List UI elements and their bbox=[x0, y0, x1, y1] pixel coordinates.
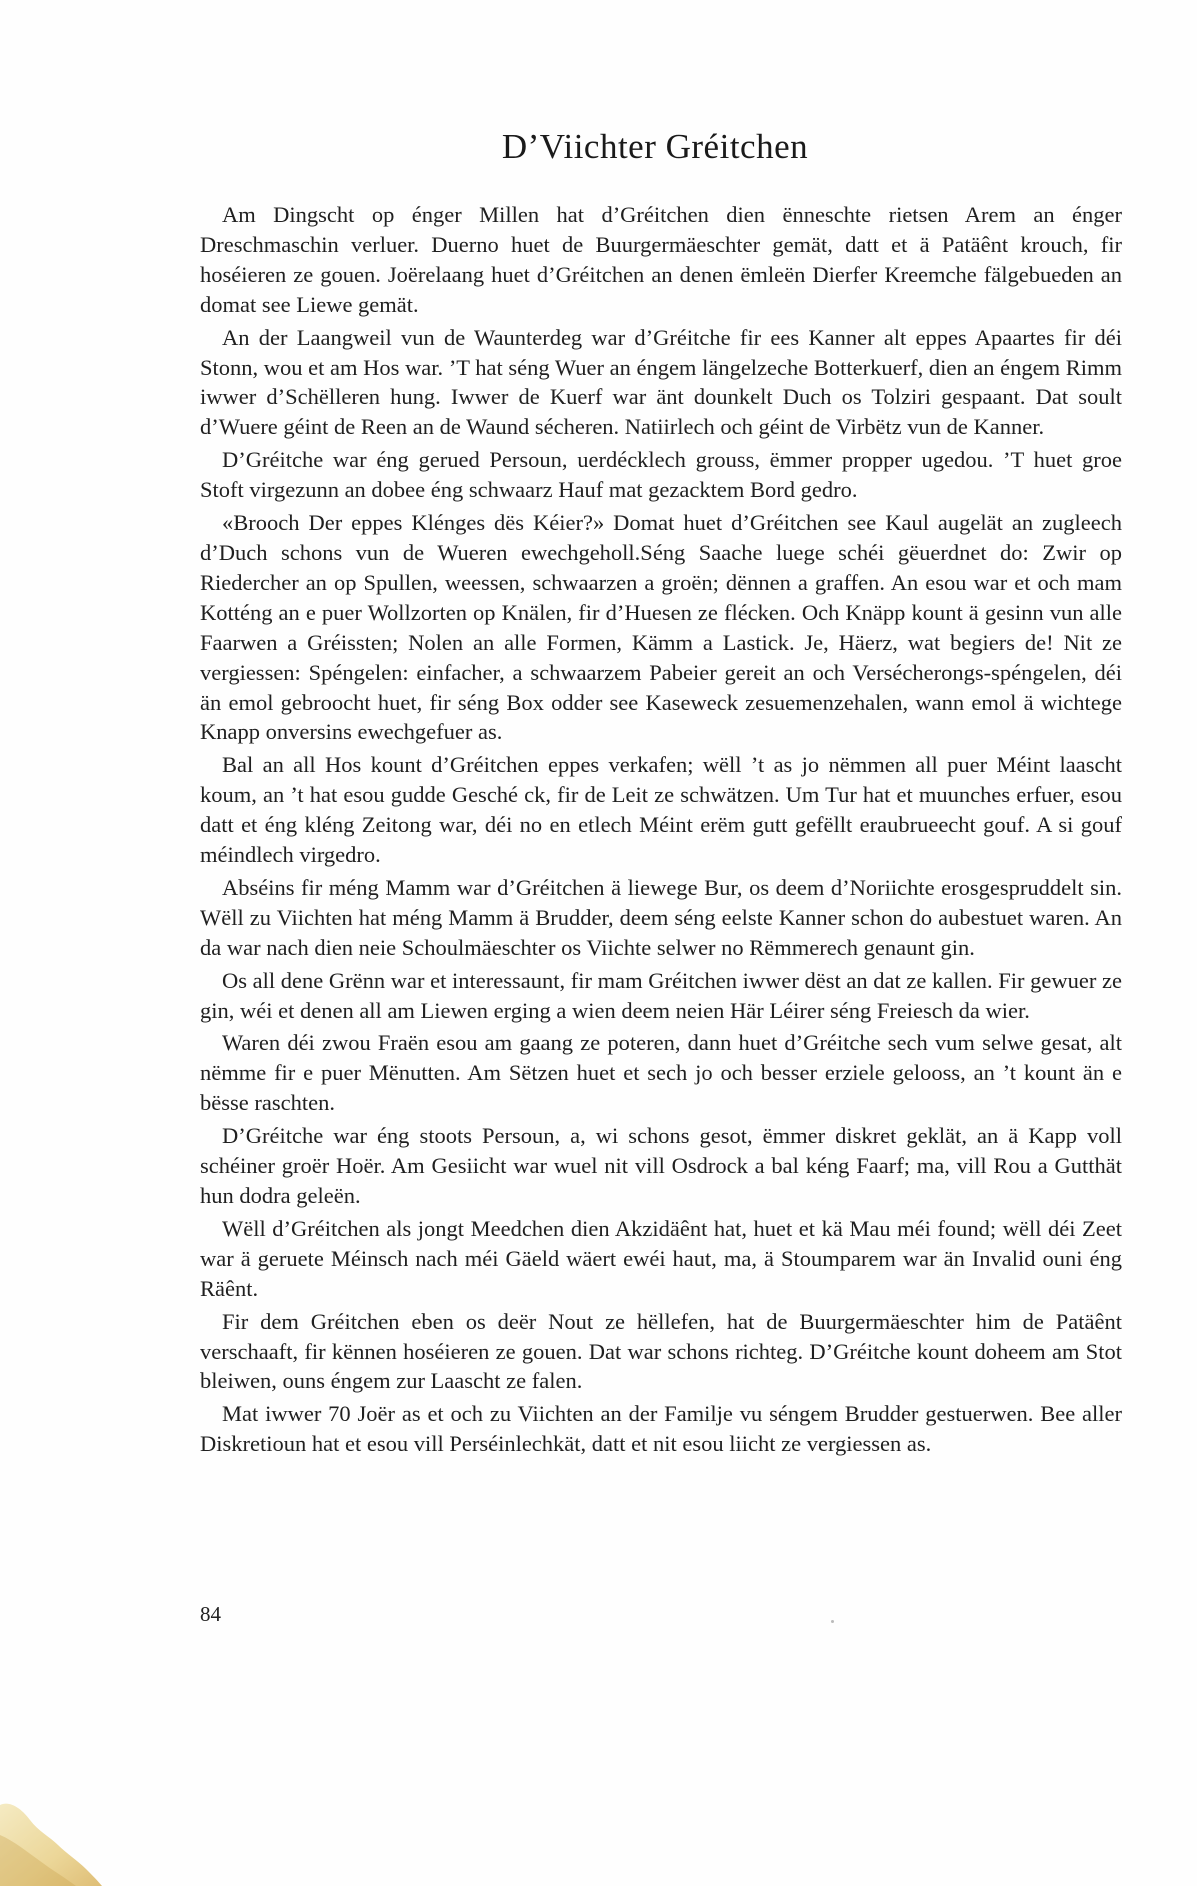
paragraph: Fir dem Gréitchen eben os deër Nout ze hëllefen, hat de Buurgermäeschter him de Patäênt verschaaft, fir kënnen hoséieren ze gouen. Dat war schons richteg. D’Gréitche kount doheem am Stot bleiwen, ouns éngem zur Laascht ze falen. bbox=[200, 1308, 1122, 1394]
paragraph: Waren déi zwou Fraën esou am gaang ze poteren, dann huet d’Gréitche sech vum selwe gesat, alt nëmme fir e puer Mënutten. Am Sëtzen huet et sech jo och besser erziele gelooss, an ’t kount än e bësse raschten. bbox=[200, 1030, 1122, 1116]
page-title: D’Viichter Gréitchen bbox=[501, 127, 809, 166]
paragraph: Am Dingscht op énger Millen hat d’Gréitchen dien ënneschte rietsen Arem an énger Dreschmaschin verluer. Duerno huet de Buurgermäeschter gemät, datt et ä Patäênt krouch, fir hoséieren ze gouen. Joërelaang huet d’Gréitchen an denen ëmleën Dierfer Kreemche fälgebueden an domat see Liewe gemät. bbox=[200, 202, 1122, 317]
paragraph: Mat iwwer 70 Joër as et och zu Viichten an der Familje vu séngem Brudder gestuerwen. Bee aller Diskretioun hat et esou vill Perséinlechkät, datt et nit esou liicht ze vergiessen as. bbox=[200, 1401, 1122, 1457]
corner-stain bbox=[0, 1765, 110, 1886]
paragraph: D’Gréitche war éng gerued Persoun, uerdécklech grouss, ëmmer propper ugedou. ’T huet groe Stoft virgezunn an dobee éng schwaarz Hauf mat gezacktem Bord gedro. bbox=[200, 447, 1122, 503]
paragraph: An der Laangweil vun de Waunterdeg war d’Gréitche fir ees Kanner alt eppes Apaartes fir déi Stonn, wou et am Hos war. ’T hat séng Wuer an éngem längelzeche Botterkuerf, dien an éngem Rimm iwwer d’Schëlleren hung. Iwwer de Kuerf war änt dounkelt Duch os Tolziri gespaant. Dat soult d’Wuere géint de Reen an de Waund sécheren. Natiirlech och géint de Virbëtz vun de Kanner. bbox=[200, 324, 1122, 440]
paragraph: «Brooch Der eppes Klénges dës Kéier?» Domat huet d’Gréitchen see Kaul augelät an zugleech d’Duch schons vun de Wueren ewechgeholl.Séng Saache luege schéi gëuerdnet do: Zwir op Riedercher an op Spullen, weessen, schwaarzen a groën; dënnen a graffen. An esou war et och mam Kotténg an e puer Wollzorten op Knälen, fir d’Huesen ze flécken. Och Knäpp kount ä gesinn vun alle Faarwen a Gréissten; Nolen an alle Formen, Kämm a Lastick. Je, Häerz, wat begiers de! Nit ze vergiessen: Spéngelen: einfacher, a schwaarzem Pabeier gereit an och Versécherongs-spéngelen, déi än emol gebroocht huet, fir séng Box odder see Kaseweck zesuemenzehalen, wann emol ä wichtege Knapp onversins ewechgefuer as. bbox=[200, 510, 1122, 745]
paragraph: Wëll d’Gréitchen als jongt Meedchen dien Akzidäênt hat, huet et kä Mau méi found; wëll déi Zeet war ä geruete Méinsch nach méi Gäeld wäert ewéi haut, ma, ä Stoumparem war än Invalid ouni éng Räênt. bbox=[200, 1215, 1122, 1301]
page-number: 84 bbox=[200, 1602, 221, 1626]
paragraph: Os all dene Grënn war et interessaunt, fir mam Gréitchen iwwer dëst an dat ze kallen. Fir gewuer ze gin, wéi et denen all am Liewen erging a wien deem neien Här Léirer séng Freiesch da wier. bbox=[200, 967, 1122, 1023]
paper-speck bbox=[831, 1620, 834, 1623]
paragraph: Abséins fir méng Mamm war d’Gréitchen ä liewege Bur, os deem d’Noriichte erosgespruddelt sin. Wëll zu Viichten hat méng Mamm ä Brudder, deem séng eelste Kanner schon do aubestuet waren. An da war nach dien neie Schoulmäeschter os Viichte selwer no Rëmmerech genaunt gin. bbox=[200, 874, 1122, 960]
paragraph: Bal an all Hos kount d’Gréitchen eppes verkafen; wëll ’t as jo nëmmen all puer Méint laascht koum, an ’t hat esou gudde Gesché ck, fir de Leit ze schwätzen. Um Tur hat et muunches erfuer, esou datt et éng kléng Zeitong war, déi no en etlech Méint erëm gutt gefëllt eraubrueecht gouf. A si gouf méindlech virgedro. bbox=[200, 752, 1122, 868]
paragraph: D’Gréitche war éng stoots Persoun, a, wi schons gesot, ëmmer diskret geklät, an ä Kapp voll schéiner groër Hoër. Am Gesiicht war wuel nit vill Osdrock a bal kéng Faarf; ma, vill Rou a Gutthät hun dodra geleën. bbox=[200, 1123, 1122, 1208]
body-text bbox=[200, 200, 1122, 1462]
